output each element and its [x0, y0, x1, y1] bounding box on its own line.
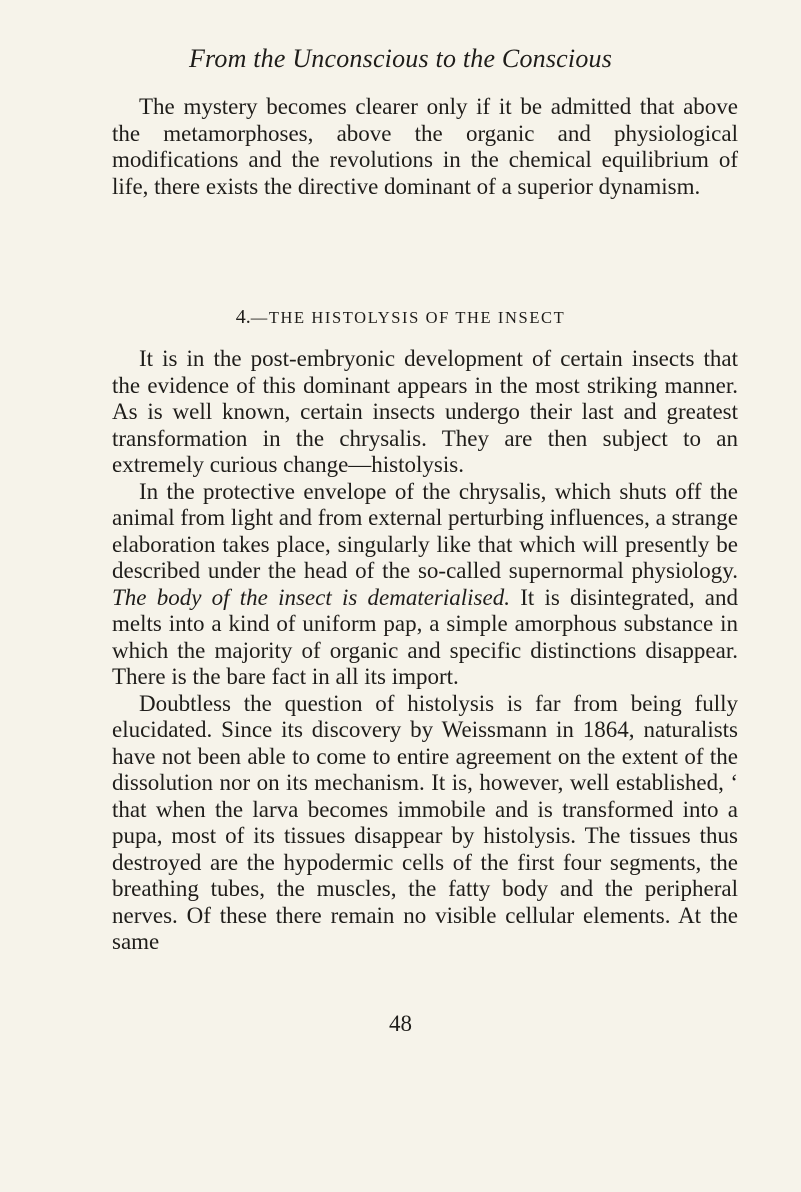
section-title: THE HISTOLYSIS OF THE INSECT	[268, 308, 566, 327]
paragraph-text: It is disintegrated, and melts into a kind of uniform pap, a simple amorphous substance in which the majority of organic and specific distinctions disappear. There is the bare fact in all its import.	[112, 584, 738, 689]
paragraph	[112, 479, 738, 691]
page-number: 48	[389, 1011, 412, 1036]
paragraph: It is in the post-embryonic development of certain insects that the evidence of this dominant appears in the most striking manner. As is well known, certain insects undergo their last and greatest transformation in the chrysalis. They are then subject to an extremely curious change—histolysis.	[112, 346, 738, 477]
section-heading	[0, 306, 801, 329]
paragraph-text: In the protective envelope of the chrysalis, which shuts off the animal from light and from external perturbing influences, a strange elaboration takes place, singularly like that which will presently be described under the head of the so-called supernormal physiology.	[112, 478, 738, 583]
section-number: 4.	[235, 306, 251, 328]
intro-paragraph: The mystery becomes clearer only if it be admitted that above the metamorphoses, above the organic and physiological modifications and the revolutions in the chemical equilibrium of life, there exists the directive dominant of a superior dynamism.	[112, 94, 738, 199]
running-head: From the Unconscious to the Conscious	[188, 44, 613, 73]
intro-block	[112, 94, 738, 200]
section-dash: —	[250, 308, 269, 327]
italic-emphasis: The body of the insect is dematerialised.	[112, 584, 510, 610]
paragraph: Doubtless the question of histolysis is far from being fully elucidated. Since its discovery by Weissmann in 1864, naturalists have not been able to come to entire agreement on the extent of the dissolution nor on its mechanism. It is, however, well established, ‘ that when the larva becomes immobile and is transformed into a pupa, most of its tissues disappear by histolysis. The tissues thus destroyed are the hypodermic cells of the first four segments, the breathing tubes, the muscles, the fatty body and the peripheral nerves. Of these there remain no visible cellular elements. At the same	[112, 690, 738, 954]
body-text	[112, 346, 738, 956]
